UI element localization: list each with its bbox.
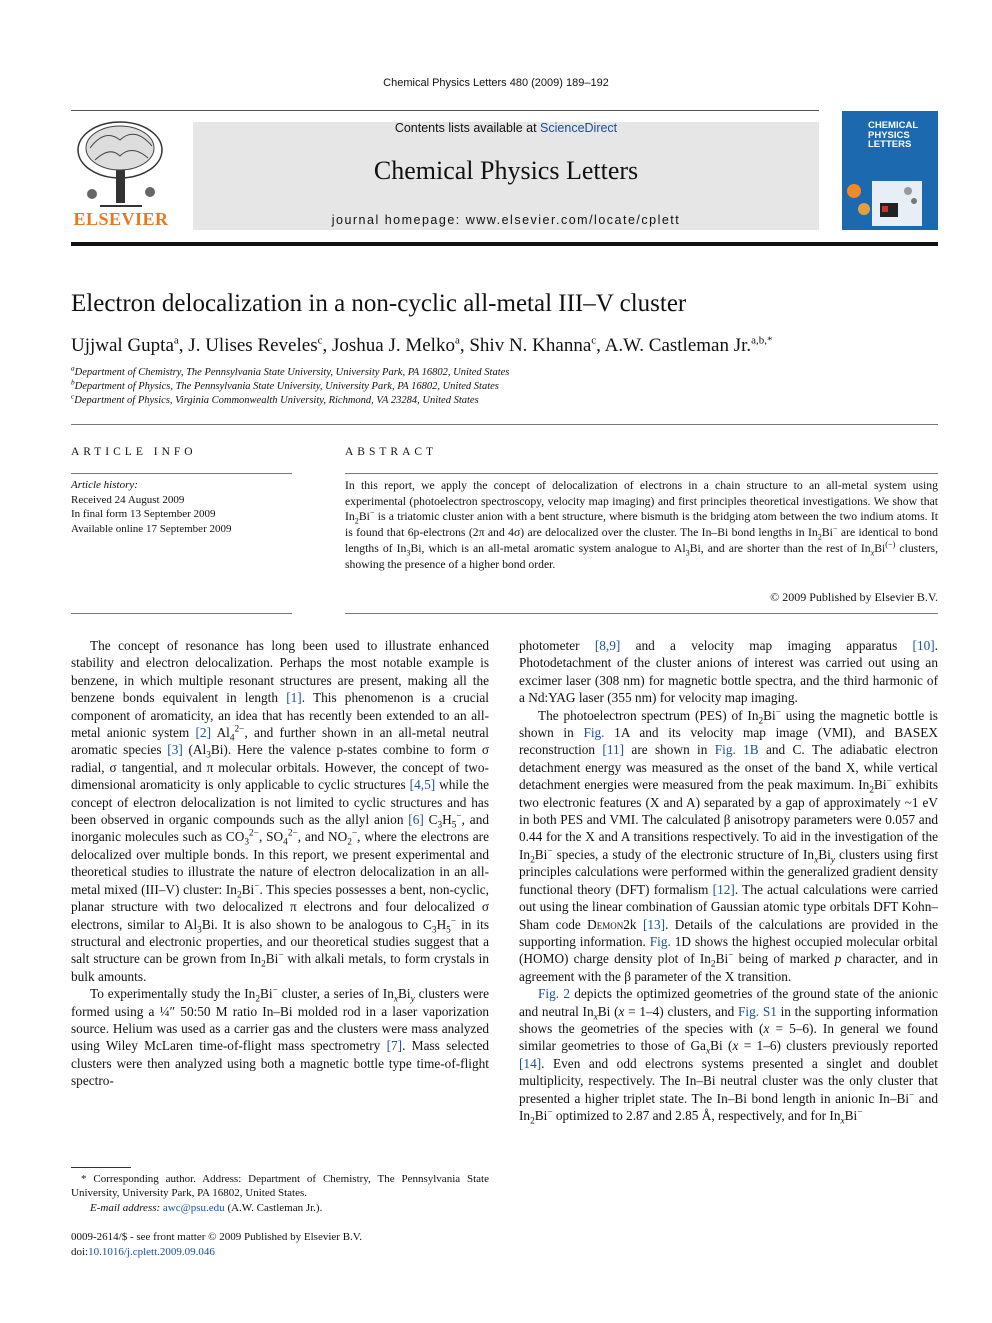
body-paragraph: To experimentally study the $In_2Bi^-$ cluster, a series of $In_xBi_y$ clusters were formed using a ¼″ 50:50 M ratio In–Bi molded rod in a laser vaporization source. Helium was used as a carrier gas and the clusters were mass analyzed using Wiley McLaren time-of-flight mass spectrometry [7]. Mass selected clusters were then analyzed using both a magnetic bottle type time-of-flight spectro- (71, 985, 489, 1089)
body-column-left (71, 637, 489, 1090)
article-info-heading: ARTICLE INFO (71, 446, 197, 458)
body-paragraph: photometer [8,9] and a velocity map imaging apparatus [10]. Photodetachment of the cluster anions of interest was carried out using an excimer laser (308 nm) for magnetic bottle spectra, and the third harmonic of a Nd:YAG laser (355 nm) for velocity map imaging. (519, 638, 938, 706)
article-title: Electron delocalization in a non-cyclic all-metal III–V cluster (71, 290, 687, 317)
contents-line (193, 121, 819, 135)
body-paragraph: Fig. 2 depicts the optimized geometries of the ground state of the anionic and neutral $In_xBi$ (x = 1–4) clusters, and Fig. S1 in the supporting information shows the geometries of the species with (x = 5–6). In general we found similar geometries to those of $Ga_xBi$ (x = 1–6) clusters previously reported [14]. Even and odd electrons systems presented a singlet and doublet multiplicity, respectively. The In–Bi neutral cluster was the only cluster that presented a higher triplet state. The In–Bi bond length in anionic In–Bi− and $In_2Bi^-$ optimized to 2.87 and 2.85 Å, respectively, and for $In_xBi^-$ (519, 986, 938, 1127)
figure-link[interactable]: Fig. 2 (538, 986, 570, 1002)
citation-link[interactable]: [6] (408, 812, 424, 828)
citation-link[interactable]: [3] (167, 742, 183, 758)
journal-homepage[interactable]: journal homepage: www.elsevier.com/locate/cplett (331, 213, 681, 227)
affiliation: $^a$Department of Chemistry, The Pennsylvania State University, University Park, PA 16802, United States (71, 363, 510, 378)
abstract-heading: ABSTRACT (345, 446, 438, 458)
journal-title: Chemical Physics Letters (373, 156, 639, 185)
info-rule (71, 613, 292, 614)
article-history: Article history: Received 24 August 2009 In final form 13 September 2009 Available online 17 September 2009 (71, 479, 232, 535)
body-paragraph: The photoelectron spectrum (PES) of $In_2Bi^-$ using the magnetic bottle is shown in Fig. 1A and its velocity map image (VMI), and BASEX reconstruction [11] are shown in Fig. 1B and C. The adiabatic electron detachment energy was measured as the onset of the band X, while vertical detachment energies were measured from the peak maximum. $In_2Bi^-$ exhibits two electronic features (X and A) separated by a gap of approximately ~1 eV in both PES and VMI. The calculated β anisotropy parameters were 0.057 and 0.44 for the X and A transitions respectively. To aid in the investigation of the $In_2Bi^-$ species, a study of the electronic structure of $In_xBi_y$ clusters using first principles calculations were performed within the generalized gradient density functional theory (DFT) formalism [12]. The actual calculations were carried out using the linear combination of Gaussian atomic type orbitals DFT Kohn–Sham code Demon2k [13]. Details of the calculations are provided in the supporting information. Fig. 1D shows the highest occupied molecular orbital (HOMO) charge density plot of $In_2Bi^-$ being of marked p character, and in agreement with the β parameter of the X transition. (519, 707, 939, 984)
body-column-right (519, 637, 939, 1127)
citation-link[interactable]: [8,9] (594, 638, 621, 653)
email-link[interactable]: awc@psu.edu (162, 1201, 225, 1214)
journal-reference: Chemical Physics Letters 480 (2009) 189–192 (383, 77, 609, 89)
affiliation-divider (71, 424, 938, 425)
citation-link[interactable]: [11] (602, 742, 625, 758)
header-divider (71, 242, 938, 246)
abstract-rule (345, 613, 938, 614)
affiliation: $^c$Department of Physics, Virginia Commonwealth University, Richmond, VA 23284, United States (71, 391, 479, 406)
corresponding-footnote: * Corresponding author. Address: Department of Chemistry, The Pennsylvania State University, University Park, PA 16802, United States. E-mail address: awc@psu.edu (A.W. Castleman Jr.). (71, 1173, 489, 1214)
citation-link[interactable]: [7] (386, 1038, 403, 1054)
citation-link[interactable]: [2] (195, 725, 212, 741)
cover-artwork-icon (842, 161, 938, 230)
figure-link[interactable]: Fig. S1 (738, 1003, 777, 1019)
author[interactable]: Shiv N. Khanna (469, 335, 592, 356)
author[interactable]: J. Ulises Reveles (188, 335, 318, 356)
citation-link[interactable]: [4,5] (409, 777, 436, 793)
body-paragraph: The concept of resonance has long been used to illustrate enhanced stability and electron delocalization. Perhaps the most notable example is benzene, in which multiple resonant structures are present, making all the benzene bonds equivalent in length [1]. This phenomenon is a crucial component of aromaticity, an idea that has recently been extended to an all-metal anionic system [2] $Al_4^{2-}$, and further shown in an all-metal neutral aromatic species [3] $(Al_3Bi)$. Here the valence p-states combine to form σ radial, σ tangential, and π molecular orbitals. However, the concept of two-dimensional aromaticity is only applicable to cyclic structures [4,5] while the concept of electron delocalization is not limited to cyclic structures and has been observed in organic compounds such as the allyl anion [6] $C_3H_5^-$, and inorganic molecules such as $CO_3^{2-}$, $SO_4^{2-}$, and $NO_2^-$, where the electrons are delocalized over multiple bonds. In this report, we present experimental and theoretical studies to illustrate the nature of electron delocalization in an all-metal mixed (III–V) cluster: $In_2Bi^-$. This species possesses a bent, non-cyclic, planar structure with two delocalized π electrons and four delocalized σ electrons, similar to $Al_3Bi$. It is also shown to be analogous to $C_3H_5^-$ in its structural and electronic properties, and our theoretical studies suggest that a salt structure can be grown from $In_2Bi^-$ with alkali metals, to form crystals in bulk amounts. (71, 638, 489, 984)
affiliation: $^b$Department of Physics, The Pennsylvania State University, University Park, PA 16802, United States (71, 377, 499, 392)
elsevier-logo (70, 118, 172, 230)
journal-cover (842, 111, 938, 230)
publication-meta: 0009-2614/$ - see front matter © 2009 Published by Elsevier B.V. doi:10.1016/j.cplett.2009.09.046 (71, 1231, 363, 1258)
contents-prefix: Contents lists available at (394, 121, 541, 135)
author[interactable]: Ujjwal Gupta (71, 335, 174, 356)
abstract-copyright: © 2009 Published by Elsevier B.V. (770, 590, 938, 604)
citation-link[interactable]: [10] (912, 638, 935, 653)
citation-link[interactable]: [13] (642, 916, 666, 932)
footnote-rule (71, 1167, 131, 1168)
info-rule (71, 473, 292, 474)
abstract-rule (345, 473, 938, 474)
figure-link[interactable]: Fig. (583, 725, 605, 741)
author[interactable]: A.W. Castleman Jr. (604, 335, 752, 356)
author[interactable]: Joshua J. Melko (331, 335, 455, 356)
citation-link[interactable]: [14] (519, 1055, 542, 1071)
citation-link[interactable]: [12] (712, 881, 735, 897)
elsevier-wordmark: ELSEVIER (73, 209, 169, 229)
header-rule (71, 110, 819, 111)
sciencedirect-link[interactable]: ScienceDirect (540, 121, 618, 135)
tree-icon (70, 118, 172, 210)
figure-link[interactable]: Fig. 1B (714, 742, 759, 758)
citation-link[interactable]: [1] (286, 690, 302, 706)
author-list: Ujjwal Gupta$^a$, J. Ulises Reveles$^c$, Joshua J. Melko$^a$, Shiv N. Khanna$^c$, A.W. Castleman Jr.$^{a,b,*}$ (71, 334, 773, 356)
figure-link[interactable]: Fig. (649, 933, 671, 949)
abstract-text: In this report, we apply the concept of delocalization of electrons in a chain structure to an all-metal system using experimental (photoelectron spectroscopy, velocity map imaging) and first principles theoretical investigations. We show that $In_2Bi^-$ is a triatomic cluster anion with a bent structure, where bismuth is the bridging atom between the two indium atoms. It is found that 6p-electrons (2π and 4σ) are delocalized over the cluster. The In–Bi bond lengths in $In_2Bi^-$ are identical to bond lengths of $In_3Bi$, which is an all-metal aromatic system analogue to $Al_3Bi$, and are shorter than the rest of $In_xBi^{(-)}$ clusters, showing the presence of a higher bond order. (345, 479, 939, 571)
cover-title: CHEMICAL PHYSICS LETTERS (868, 120, 919, 150)
doi-link[interactable]: 10.1016/j.cplett.2009.09.046 (88, 1245, 215, 1258)
